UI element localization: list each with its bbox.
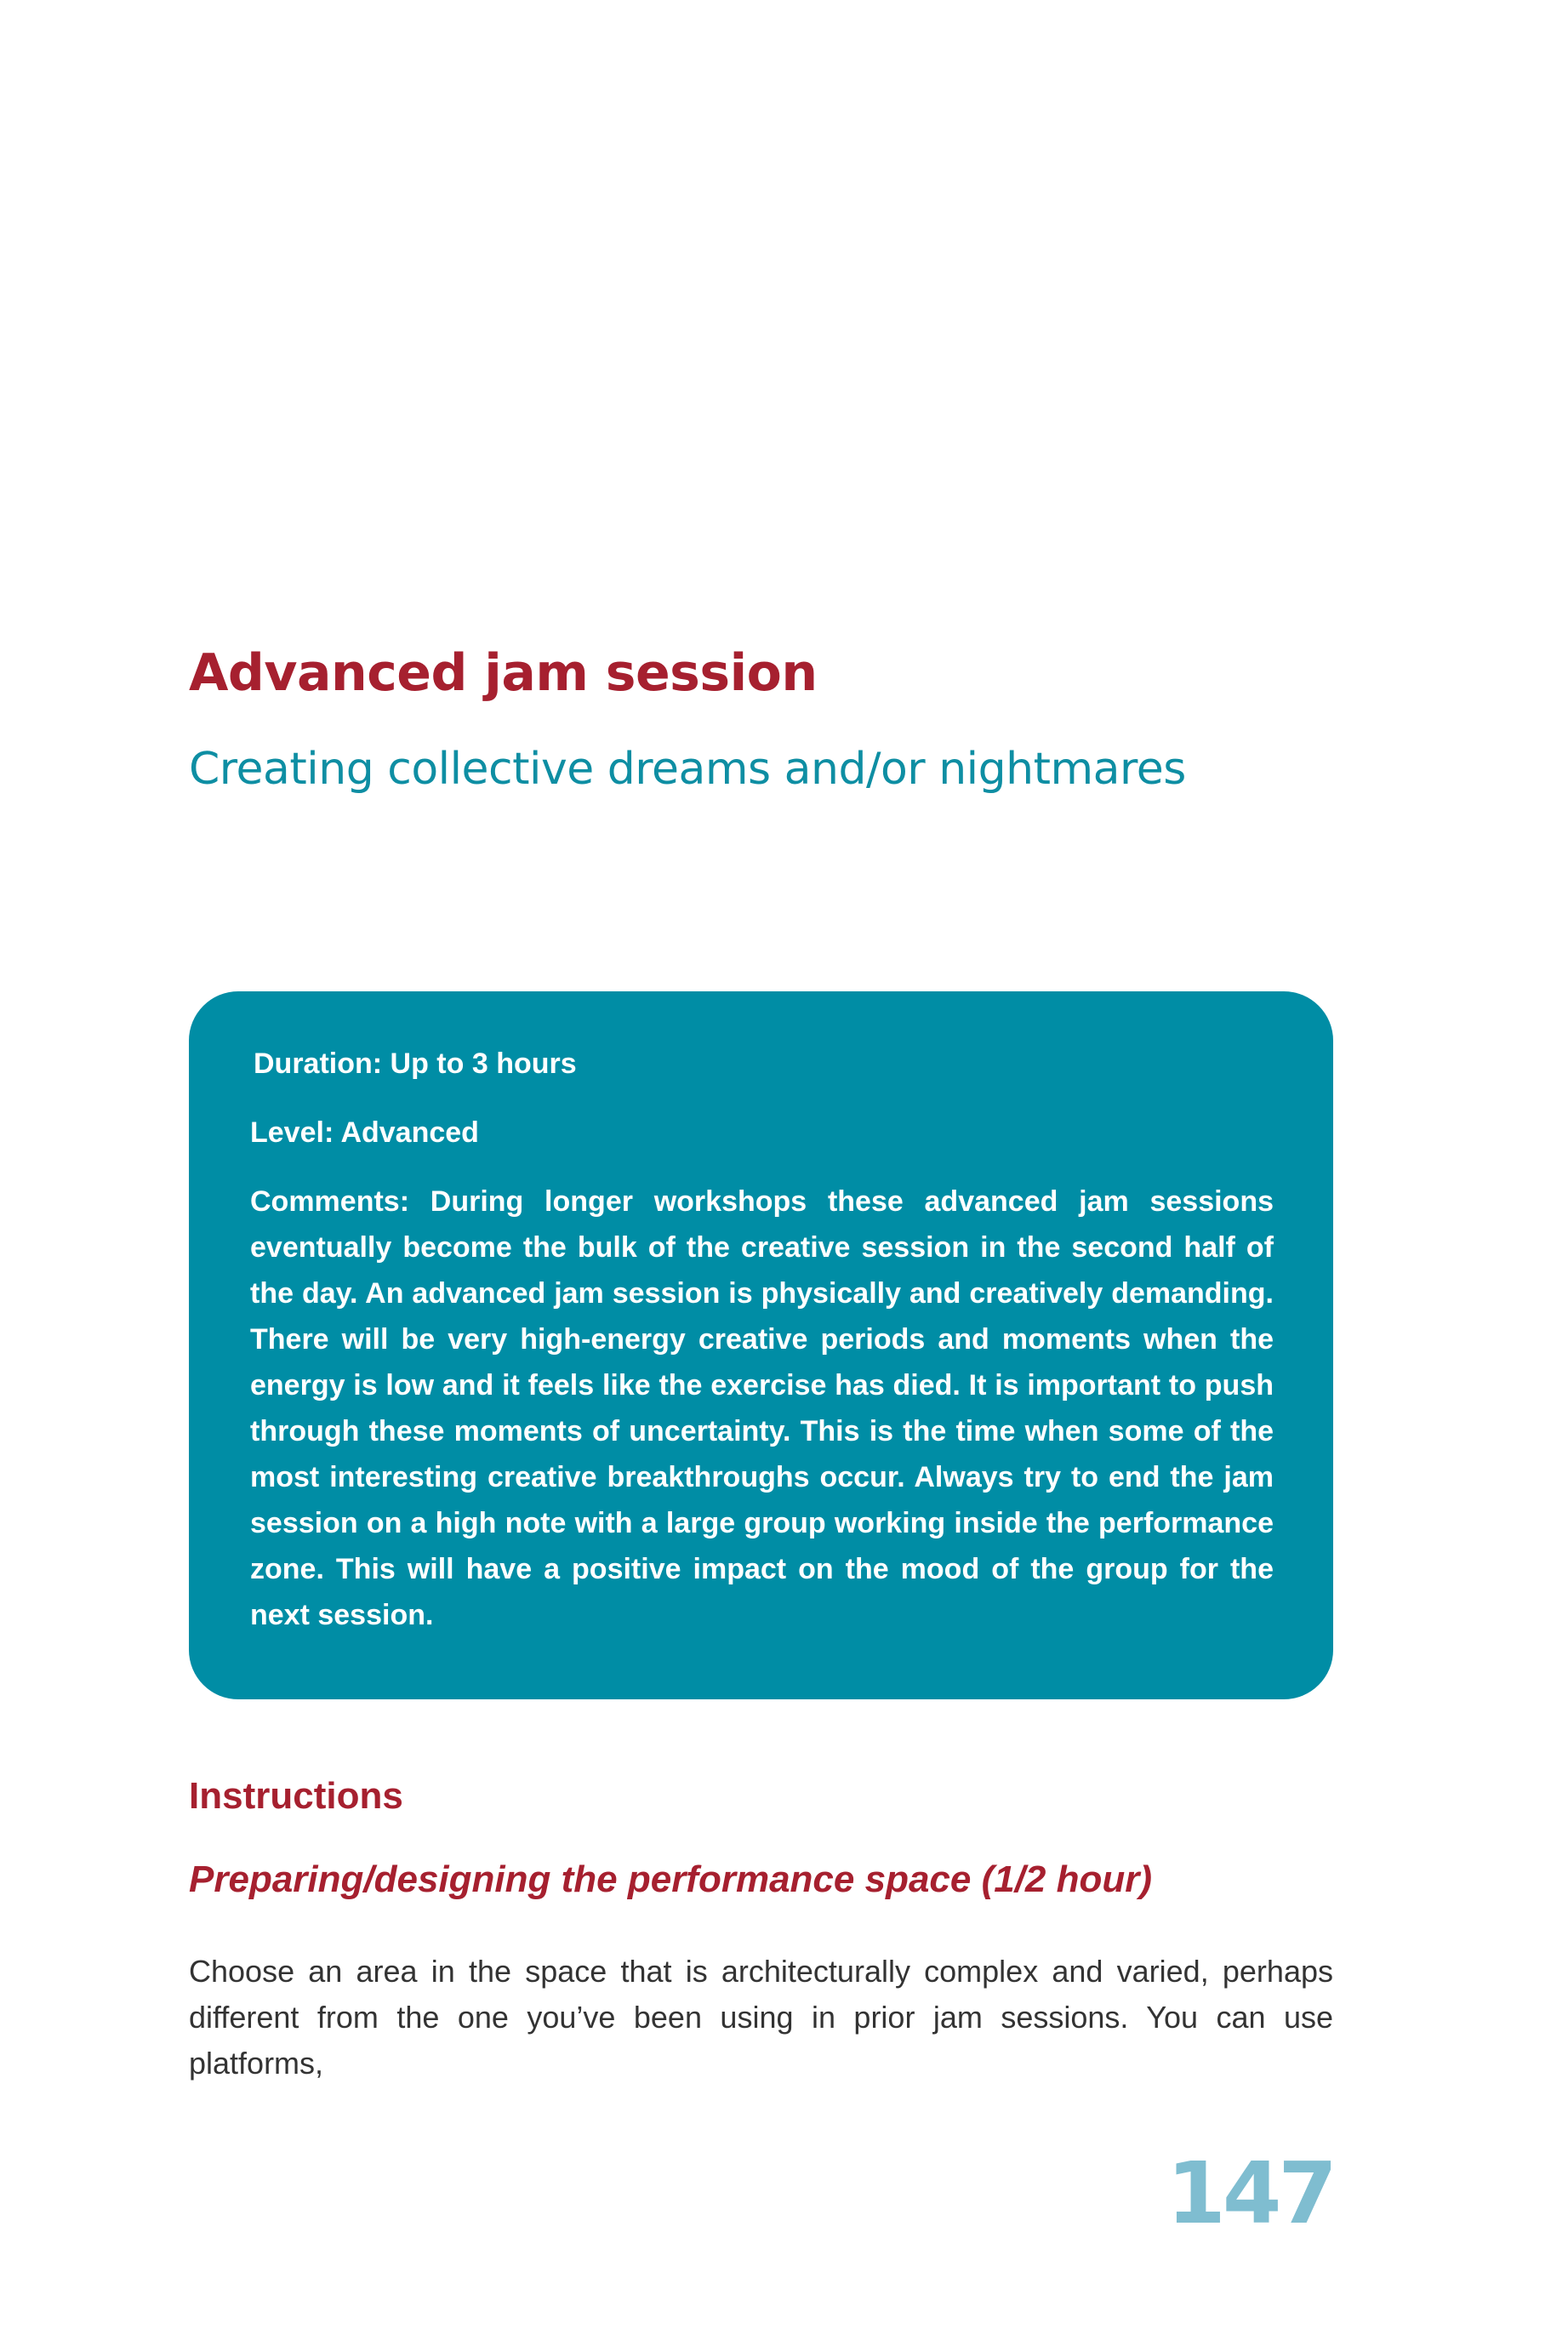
level-text: Level: Advanced bbox=[250, 1116, 479, 1149]
page-title: Advanced jam session bbox=[189, 643, 818, 703]
comments-text: Comments: During longer workshops these advanced jam sessions eventually become the bulk of the creative session in the second half of the day. An advanced jam session is physically and creatively demanding. There will be very high-energy creative periods and moments when the energy is low and it feels like the exercise has died. It is important to push through these moments of uncertainty. This is the time when some of the most interesting creative breakthroughs occur. Always try to end the jam session on a high note with a large group working inside the performance zone. This will have a positive impact on the mood of the group for the next session. bbox=[250, 1185, 1274, 1631]
info-box bbox=[189, 991, 1333, 1699]
duration-text: Duration: Up to 3 hours bbox=[254, 1048, 577, 1080]
instructions-subheading: Preparing/designing the performance space (1/2 hour) bbox=[189, 1858, 1153, 1900]
page-subtitle: Creating collective dreams and/or nightmares bbox=[189, 744, 1186, 795]
page-number: 147 bbox=[1166, 2144, 1334, 2243]
instructions-heading: Instructions bbox=[189, 1775, 403, 1817]
instructions-body-text: Choose an area in the space that is architecturally complex and varied, perhaps different from the one you’ve been using in prior jam sessions. You can use platforms, bbox=[189, 1954, 1333, 2081]
